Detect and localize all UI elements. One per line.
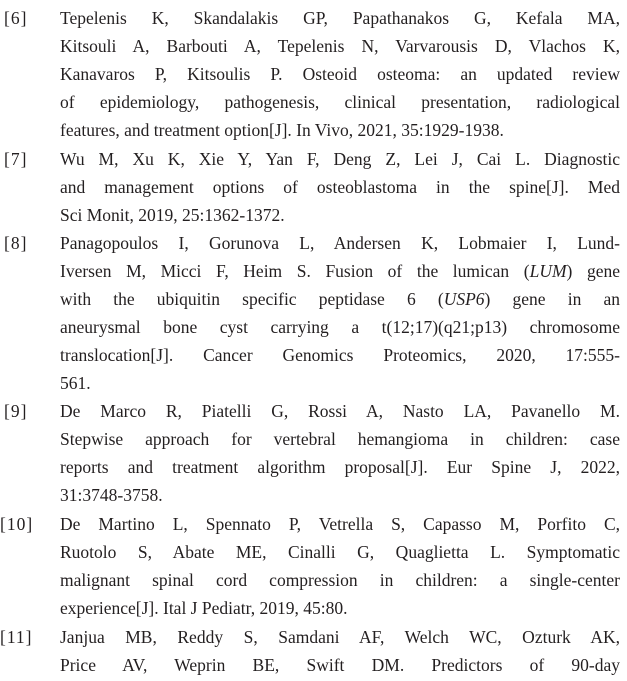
reference-line: Iversen M, Micci F, Heim S. Fusion of the lumican (LUM) gene [60,261,620,281]
reference-number: [9] [4,401,28,421]
reference-line: Price AV, Weprin BE, Swift DM. Predictors of 90-day [60,655,620,675]
reference-line: features, and treatment option[J]. In Vivo, 2021, 35:1929-1938. [60,120,504,140]
reference-line: aneurysmal bone cyst carrying a t(12;17)(q21;p13) chromosome [60,317,620,337]
reference-line: 561. [60,373,91,393]
reference-line: Tepelenis K, Skandalakis GP, Papathanakos G, Kefala MA, [60,8,620,28]
reference-line: experience[J]. Ital J Pediatr, 2019, 45:80. [60,598,348,618]
reference-line: translocation[J]. Cancer Genomics Proteomics, 2020, 17:555- [60,345,620,365]
reference-line: of epidemiology, pathogenesis, clinical presentation, radiological [60,92,620,112]
reference-line: Sci Monit, 2019, 25:1362-1372. [60,205,285,225]
reference-line: with the ubiquitin specific peptidase 6 (USP6) gene in an [60,289,620,309]
reference-number: [11] [0,627,33,647]
reference-line: malignant spinal cord compression in children: a single-center [60,570,620,590]
reference-line: Kanavaros P, Kitsoulis P. Osteoid osteoma: an updated review [60,64,620,84]
reference-line: Wu M, Xu K, Xie Y, Yan F, Deng Z, Lei J, Cai L. Diagnostic [60,149,620,169]
reference-line: De Martino L, Spennato P, Vetrella S, Capasso M, Porfito C, [60,514,620,534]
reference-line: and management options of osteoblastoma in the spine[J]. Med [60,177,620,197]
reference-line: reports and treatment algorithm proposal[J]. Eur Spine J, 2022, [60,457,620,477]
reference-number: [8] [4,233,28,253]
reference-number: [10] [0,514,34,534]
reference-number: [7] [4,149,28,169]
reference-line: 31:3748-3758. [60,485,163,505]
reference-line: Ruotolo S, Abate ME, Cinalli G, Quaglietta L. Symptomatic [60,542,620,562]
reference-number: [6] [4,8,28,28]
reference-line: Panagopoulos I, Gorunova L, Andersen K, Lobmaier I, Lund- [60,233,620,253]
reference-line: Janjua MB, Reddy S, Samdani AF, Welch WC, Ozturk AK, [60,627,620,647]
reference-line: De Marco R, Piatelli G, Rossi A, Nasto LA, Pavanello M. [60,401,620,421]
reference-line: Stepwise approach for vertebral hemangioma in children: case [60,429,620,449]
reference-line: Kitsouli A, Barbouti A, Tepelenis N, Varvarousis D, Vlachos K, [60,36,620,56]
